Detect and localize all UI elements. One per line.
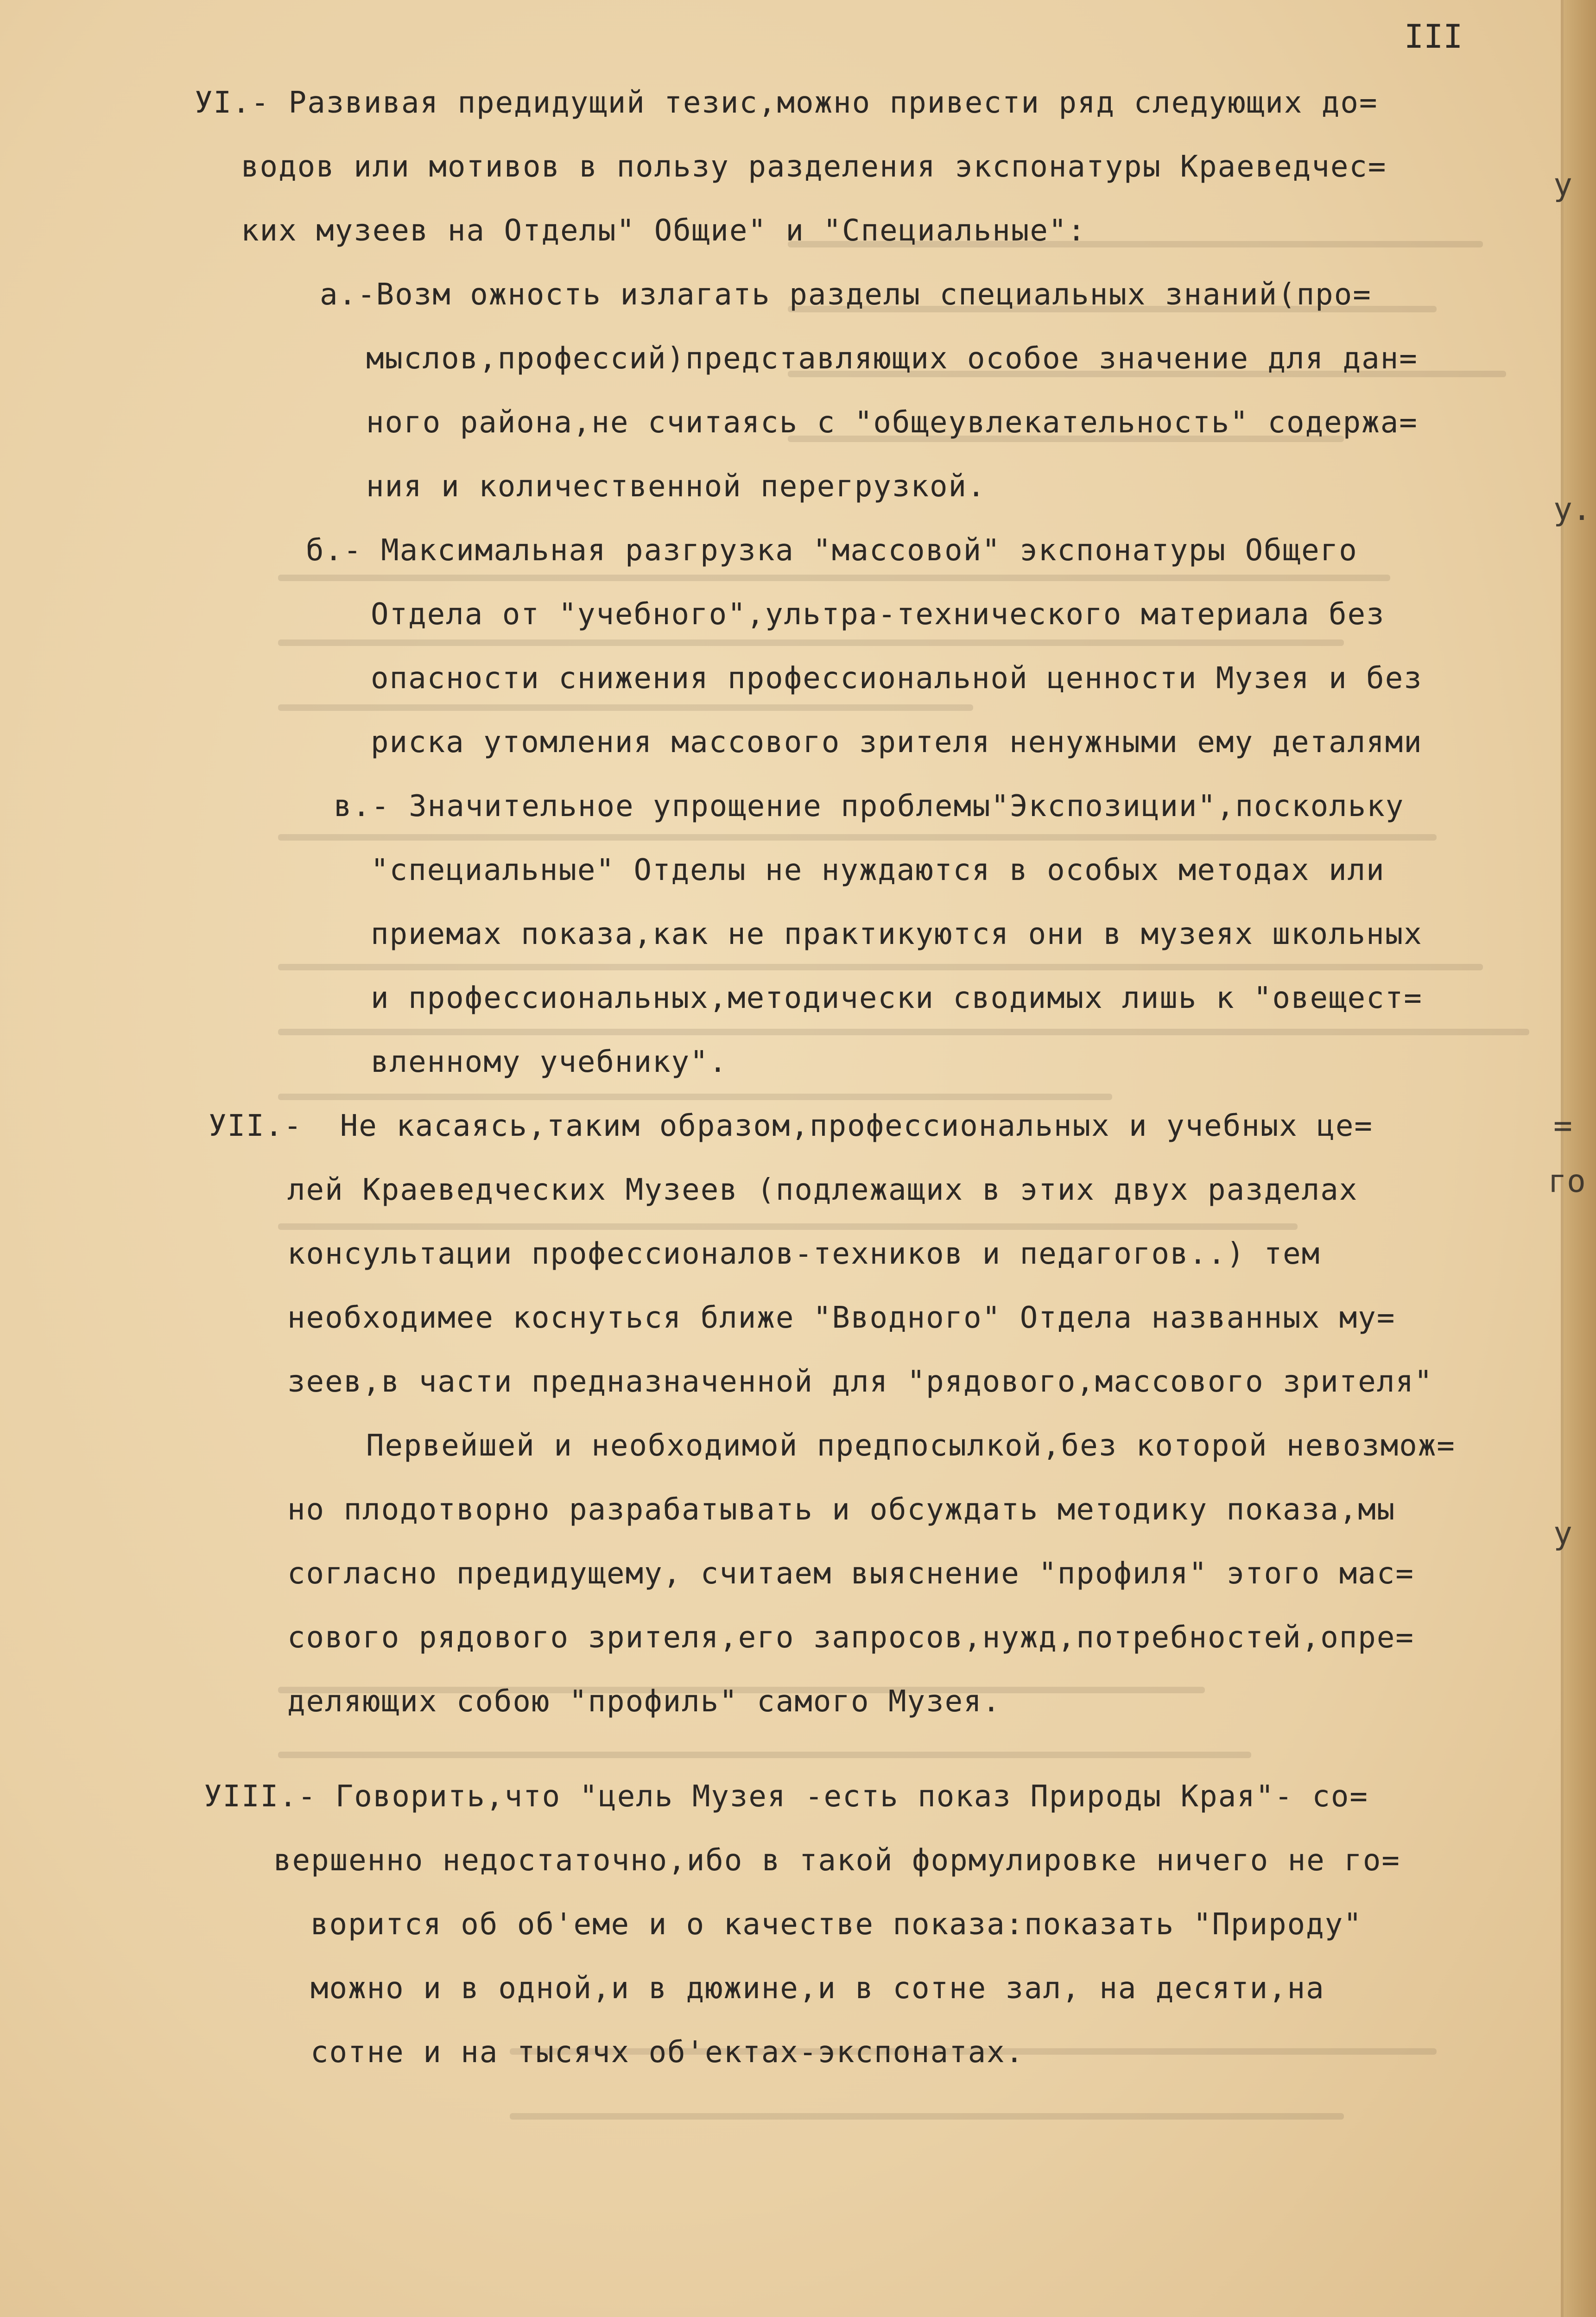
text-line: УIII.- Говорить,что "цель Музея -есть показ Природы Края"- со= — [204, 1779, 1368, 1814]
margin-glyph: у — [1553, 167, 1572, 203]
text-line: приемах показа,как не практикуются они в музеях школьных — [371, 917, 1423, 951]
text-line: согласно предидущему, считаем выяснение "профиля" этого мас= — [287, 1557, 1414, 1591]
margin-glyph: го — [1548, 1163, 1586, 1200]
text-line: б.- Максимальная разгрузка "массовой" экспонатуры Общего — [306, 533, 1358, 568]
page-number: III — [1404, 18, 1463, 56]
text-line: консультации профессионалов-техников и педагогов..) тем — [287, 1237, 1321, 1271]
text-line: вершенно недостаточно,ибо в такой формулировке ничего не го= — [273, 1843, 1400, 1878]
margin-glyph: у. — [1553, 491, 1591, 528]
text-line: сового рядового зрителя,его запросов,нужд,потребностей,опре= — [287, 1621, 1414, 1655]
text-line: вленному учебнику". — [371, 1045, 728, 1079]
text-line: "специальные" Отделы не нуждаются в особых методах или — [371, 853, 1385, 887]
text-line: деляющих собою "профиль" самого Музея. — [287, 1684, 1001, 1719]
text-line: Отдела от "учебного",ультра-технического материала без — [371, 597, 1385, 632]
text-line: ворится об об'еме и о качестве показа:показать "Природу" — [310, 1907, 1362, 1942]
text-line: необходимее коснуться ближе "Вводного" Отдела названных му= — [287, 1301, 1396, 1335]
text-line: сотне и на тысячх об'ектах-экспонатах. — [310, 2035, 1025, 2070]
text-line: мыслов,профессий)представляющих особое значение для дан= — [366, 342, 1418, 376]
text-line: водов или мотивов в пользу разделения экспонатуры Краеведчес= — [241, 150, 1387, 184]
text-line: ного района,не считаясь с "общеувлекательность" содержа= — [366, 405, 1418, 440]
margin-glyph: = — [1553, 1108, 1572, 1144]
text-line: ния и количественной перегрузкой. — [366, 469, 986, 504]
text-line: Первейшей и необходимой предпосылкой,без которой невозмож= — [366, 1429, 1456, 1463]
text-line: лей Краеведческих Музеев (подлежащих в этих двух разделах — [287, 1173, 1358, 1207]
text-line: УII.- Не касаясь,таким образом,профессиональных и учебных це= — [209, 1109, 1373, 1143]
text-line: опасности снижения профессиональной ценности Музея и без — [371, 661, 1423, 696]
text-line: и профессиональных,методически сводимых лишь к "овещест= — [371, 981, 1423, 1015]
margin-glyph: у — [1553, 1515, 1572, 1552]
text-line: УI.- Развивая предидущий тезис,можно привести ряд следующих до= — [195, 86, 1378, 120]
text-line: можно и в одной,и в дюжине,и в сотне зал, на десяти,на — [310, 1971, 1325, 2006]
text-line: риска утомления массового зрителя ненужными ему деталями — [371, 725, 1423, 760]
text-line: ких музеев на Отделы" Общие" и "Специальные": — [241, 214, 1086, 248]
text-line: но плодотворно разрабатывать и обсуждать методику показа,мы — [287, 1493, 1396, 1527]
text-line: а.-Возм ожность излагать разделы специальных знаний(про= — [320, 278, 1372, 312]
text-line: в.- Значительное упрощение проблемы"Экспозиции",поскольку — [334, 789, 1405, 823]
text-line: зеев,в части предназначенной для "рядового,массового зрителя" — [287, 1365, 1433, 1399]
